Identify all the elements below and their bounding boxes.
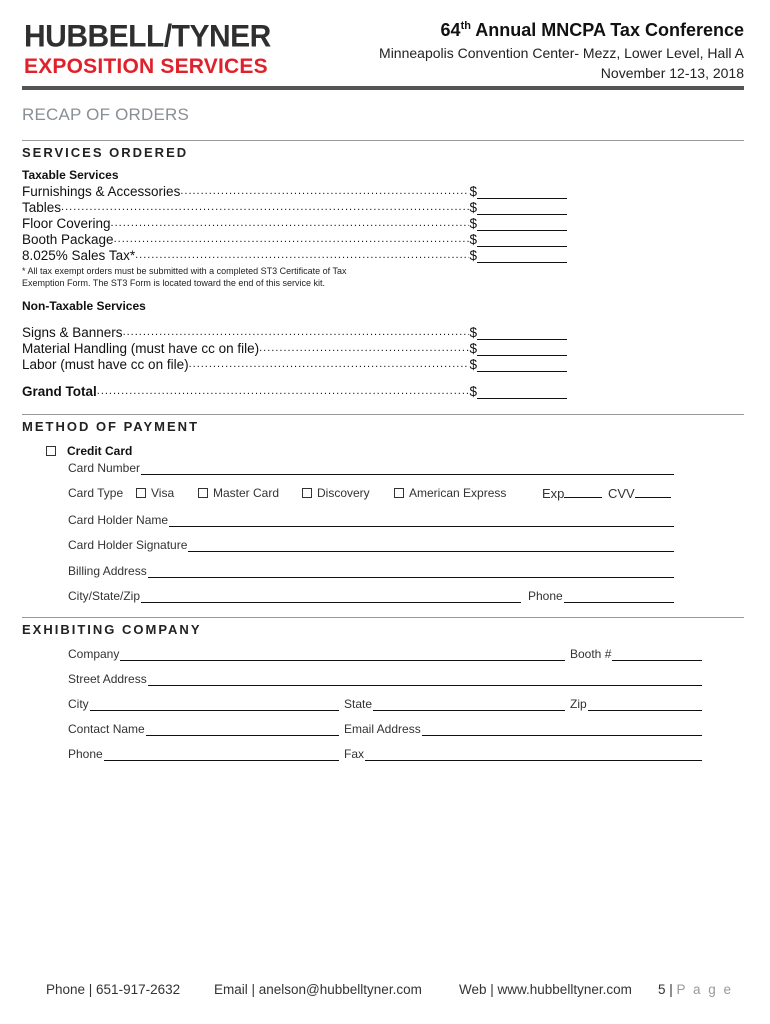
city-field[interactable]: City — [68, 695, 339, 711]
taxable-row-floor-covering: Floor Covering ..... $ — [22, 216, 567, 232]
zip-field[interactable]: Zip — [570, 695, 702, 711]
visa-checkbox[interactable] — [136, 488, 146, 498]
card-holder-name-field[interactable]: Card Holder Name — [68, 511, 674, 527]
logo-wordmark: HUBBELL/TYNER — [24, 19, 271, 54]
email-address-field[interactable]: Email Address — [344, 720, 702, 736]
exhibitor-phone-field[interactable]: Phone — [68, 745, 339, 761]
grand-total-field[interactable] — [477, 384, 567, 399]
section-divider — [22, 414, 744, 415]
exhibitor-section-title: EXHIBITING COMPANY — [22, 622, 202, 637]
header-divider — [22, 86, 744, 90]
footer-web: Web | www.hubbelltyner.com — [459, 982, 632, 997]
footer-email: Email | anelson@hubbelltyner.com — [214, 982, 422, 997]
exp-field[interactable]: Exp — [542, 486, 602, 501]
logo-tagline: EXPOSITION SERVICES — [24, 55, 268, 78]
mastercard-checkbox[interactable] — [198, 488, 208, 498]
nontaxable-row-material-handling: Material Handling (must have cc on file) ..... $ — [22, 341, 567, 357]
american-express-option[interactable]: American Express — [394, 486, 506, 500]
visa-option[interactable]: Visa — [136, 486, 174, 500]
services-section-title: SERVICES ORDERED — [22, 145, 189, 160]
taxable-row-booth-package: Booth Package ..... $ — [22, 232, 567, 248]
section-divider — [22, 140, 744, 141]
discovery-checkbox[interactable] — [302, 488, 312, 498]
amount-field[interactable] — [477, 184, 567, 199]
conference-venue: Minneapolis Convention Center- Mezz, Lower Level, Hall A — [379, 45, 744, 61]
discovery-option[interactable]: Discovery — [302, 486, 370, 500]
grand-total-row: Grand Total ..... $ — [22, 384, 567, 400]
company-logo — [24, 19, 284, 79]
booth-number-field[interactable]: Booth # — [570, 645, 702, 661]
taxable-row-tables: Tables ..... $ — [22, 200, 567, 216]
city-state-zip-field[interactable]: City/State/Zip — [68, 587, 521, 603]
billing-phone-field[interactable]: Phone — [528, 587, 674, 603]
conference-info — [379, 20, 744, 81]
page-number: 5 | P a g e — [658, 982, 734, 997]
street-address-field[interactable]: Street Address — [68, 670, 702, 686]
payment-section-title: METHOD OF PAYMENT — [22, 419, 200, 434]
credit-card-checkbox[interactable] — [46, 446, 56, 456]
non-taxable-services-label: Non-Taxable Services — [22, 299, 146, 313]
nontaxable-row-signs: Signs & Banners ..... $ — [22, 325, 567, 341]
taxable-row-sales-tax: 8.025% Sales Tax* ..... $ — [22, 248, 567, 264]
mastercard-option[interactable]: Master Card — [198, 486, 279, 500]
section-divider — [22, 617, 744, 618]
amount-field[interactable] — [477, 200, 567, 215]
amount-field[interactable] — [477, 341, 567, 356]
company-field[interactable]: Company — [68, 645, 565, 661]
amount-field[interactable] — [477, 325, 567, 340]
card-number-field[interactable]: Card Number — [68, 459, 674, 475]
conference-dates: November 12-13, 2018 — [600, 65, 744, 81]
tax-exempt-note: * All tax exempt orders must be submitted with a completed ST3 Certificate of Tax Exemption Form. The ST3 Form is located toward the end of this service kit. — [22, 266, 347, 288]
amount-field[interactable] — [477, 248, 567, 263]
amount-field[interactable] — [477, 357, 567, 372]
billing-address-field[interactable]: Billing Address — [68, 562, 674, 578]
credit-card-option[interactable]: Credit Card — [46, 444, 132, 458]
contact-name-field[interactable]: Contact Name — [68, 720, 339, 736]
amount-field[interactable] — [477, 216, 567, 231]
conference-title: 64th Annual MNCPA Tax Conference — [440, 20, 744, 40]
nontaxable-row-labor: Labor (must have cc on file) ..... $ — [22, 357, 567, 373]
taxable-services-label: Taxable Services — [22, 168, 119, 182]
state-field[interactable]: State — [344, 695, 565, 711]
american-express-checkbox[interactable] — [394, 488, 404, 498]
amount-field[interactable] — [477, 232, 567, 247]
cvv-field[interactable]: CVV — [608, 486, 671, 501]
taxable-row-furnishings: Furnishings & Accessories ..... $ — [22, 184, 567, 200]
card-holder-signature-field[interactable]: Card Holder Signature — [68, 536, 674, 552]
fax-field[interactable]: Fax — [344, 745, 702, 761]
page-title: RECAP OF ORDERS — [22, 105, 190, 124]
footer-phone: Phone | 651-917-2632 — [46, 982, 181, 997]
